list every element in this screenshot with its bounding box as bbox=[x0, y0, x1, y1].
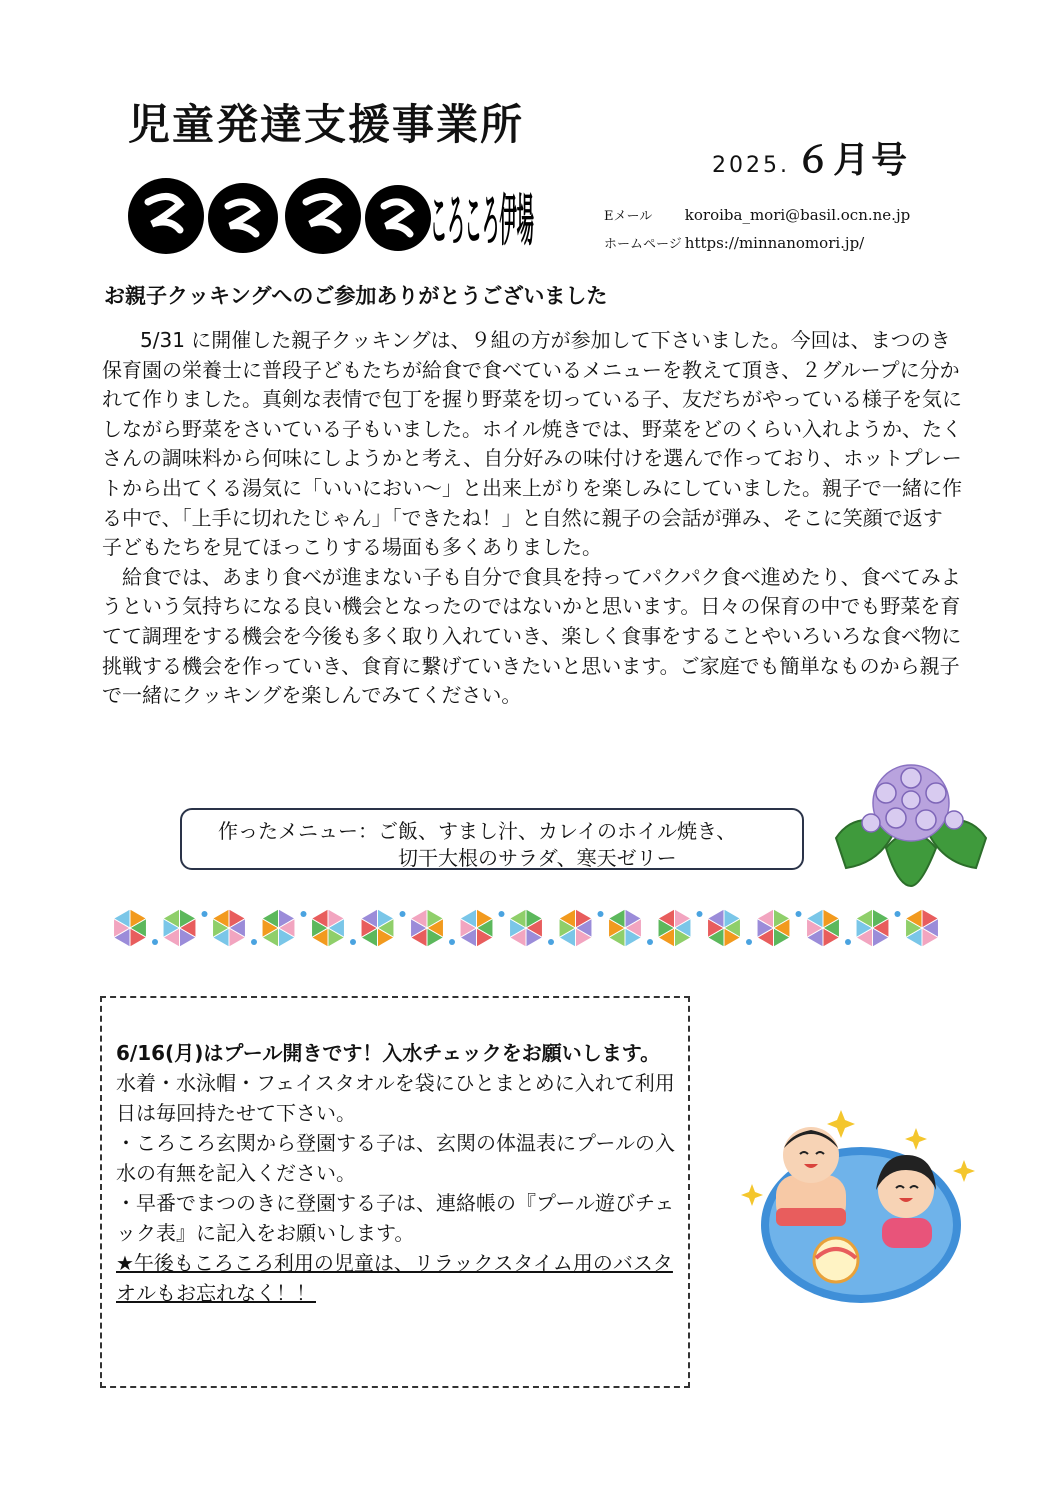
hexagon-mark bbox=[114, 909, 147, 947]
hexagon-mark bbox=[658, 909, 691, 947]
hexagon-mark bbox=[163, 909, 196, 947]
web-label: ホームページ bbox=[604, 237, 682, 252]
web-row bbox=[604, 230, 910, 258]
menu-line-1: 作ったメニュー：ご飯、すまし汁、カレイのホイル焼き、 bbox=[218, 819, 737, 843]
hexagon-mark bbox=[411, 909, 444, 947]
email-address[interactable]: koroiba_mori@basil.ocn.ne.jp bbox=[684, 206, 911, 224]
menu-line-2: 切干大根のサラダ、寒天ゼリー bbox=[398, 846, 677, 870]
raindrop-mark bbox=[301, 911, 307, 917]
hexagon-mark bbox=[708, 909, 741, 947]
article-paragraph-1: 5/31 に開催した親子クッキングは、９組の方が参加して下さいました。今回は、まつのき保育園の栄養士に普段子どもたちが給食で食べているメニューを教えて頂き、２グループに分かれて作りました。真剣な表情で包丁を握り野菜を切っている子、友だちがやっている様子を気にしながら野菜をさいている子もいました。ホイル焼きでは、野菜をどのくらい入れようか、たくさんの調味料から何味にしようかと考え、自分好みの味付けを選んで作っており、ホットプレートから出てくる湯気に「いいにおい～」と出来上がりを楽しみにしていました。親子で一緒に作る中で、「上手に切れたじゃん」「できたね！」と自然に親子の会話が弾み、そこに笑顔で返す子どもたちを見てほっこりする場面も多くありました。 bbox=[102, 328, 962, 560]
raindrop-mark bbox=[895, 911, 901, 917]
hexagon-mark bbox=[906, 909, 939, 947]
raindrop-mark bbox=[548, 939, 554, 945]
hexagon-mark bbox=[312, 909, 345, 947]
article-title: お親子クッキングへのご参加ありがとうございました bbox=[104, 284, 608, 308]
pool-notice-line-1: 水着・水泳帽・フェイスタオルを袋にひとまとめに入れて利用日は毎回持たせて下さい。 bbox=[116, 1071, 675, 1125]
article-paragraph-2: 給食では、あまり食べが進まない子も自分で食具を持ってパクパク食べ進めたり、食べてみようという気持ちになる良い機会となったのではないかと思います。日々の保育の中でも野菜を育てて調理をする機会を今後も多く取り入れていき、楽しく食事をすることやいろいろな食べ物に挑戦する機会を作っていき、食育に繋げていきたいと思います。ご家庭でも簡単なものから親子で一緒にクッキングを楽しんでみてください。 bbox=[102, 564, 962, 708]
email-label: Eメール bbox=[604, 209, 653, 224]
pool-notice-text bbox=[116, 1038, 676, 1308]
decorative-border bbox=[108, 904, 954, 952]
pool-notice-line-4: ★午後もころころ利用の児童は、リラックスタイム用のバスタオルもお忘れなく！！ bbox=[116, 1251, 673, 1305]
hexagon-mark bbox=[262, 909, 295, 947]
raindrop-mark bbox=[350, 939, 356, 945]
hexagon-mark bbox=[213, 909, 246, 947]
raindrop-mark bbox=[845, 939, 851, 945]
facility-logo bbox=[118, 168, 538, 264]
contact-info bbox=[604, 202, 910, 258]
issue-date bbox=[712, 132, 909, 183]
hexagon-mark bbox=[609, 909, 642, 947]
hexagon-mark bbox=[807, 909, 840, 947]
raindrop-mark bbox=[598, 911, 604, 917]
pool-notice-title: 6/16(月)はプール開きです！入水チェックをお願いします。 bbox=[116, 1041, 661, 1065]
hexagon-mark bbox=[460, 909, 493, 947]
hexagon-mark bbox=[757, 909, 790, 947]
hydrangea-icon bbox=[826, 748, 996, 888]
org-name: 児童発達支援事業所 bbox=[128, 100, 525, 149]
hexagon-mark bbox=[361, 909, 394, 947]
children-swimming-icon bbox=[736, 1100, 986, 1310]
raindrop-mark bbox=[499, 911, 505, 917]
koro-koro-logo-icon bbox=[118, 168, 538, 264]
raindrop-mark bbox=[152, 939, 158, 945]
pool-notice-line-3: ・早番でまつのきに登園する子は、連絡帳の『プール遊びチェック表』に記入をお願いします。 bbox=[116, 1191, 675, 1245]
raindrop-mark bbox=[202, 911, 208, 917]
issue-year: 2025. bbox=[712, 153, 790, 178]
raindrop-mark bbox=[647, 939, 653, 945]
issue-month: ６月号 bbox=[795, 140, 910, 181]
hexagon-mark bbox=[510, 909, 543, 947]
raindrop-mark bbox=[251, 939, 257, 945]
raindrop-mark bbox=[697, 911, 703, 917]
article-body bbox=[102, 326, 962, 711]
web-url[interactable]: https://minnanomori.jp/ bbox=[684, 234, 865, 252]
menu-box bbox=[180, 808, 804, 870]
pool-notice-line-2: ・ころころ玄関から登園する子は、玄関の体温表にプールの入水の有無を記入ください。 bbox=[116, 1131, 675, 1185]
raindrop-mark bbox=[449, 939, 455, 945]
facility-name-text: ころころ伊場 bbox=[430, 189, 534, 254]
hexagon-raindrop-border-icon bbox=[108, 904, 954, 952]
raindrop-mark bbox=[400, 911, 406, 917]
hexagon-mark bbox=[856, 909, 889, 947]
raindrop-mark bbox=[796, 911, 802, 917]
email-row bbox=[604, 202, 910, 230]
raindrop-mark bbox=[746, 939, 752, 945]
hexagon-mark bbox=[559, 909, 592, 947]
